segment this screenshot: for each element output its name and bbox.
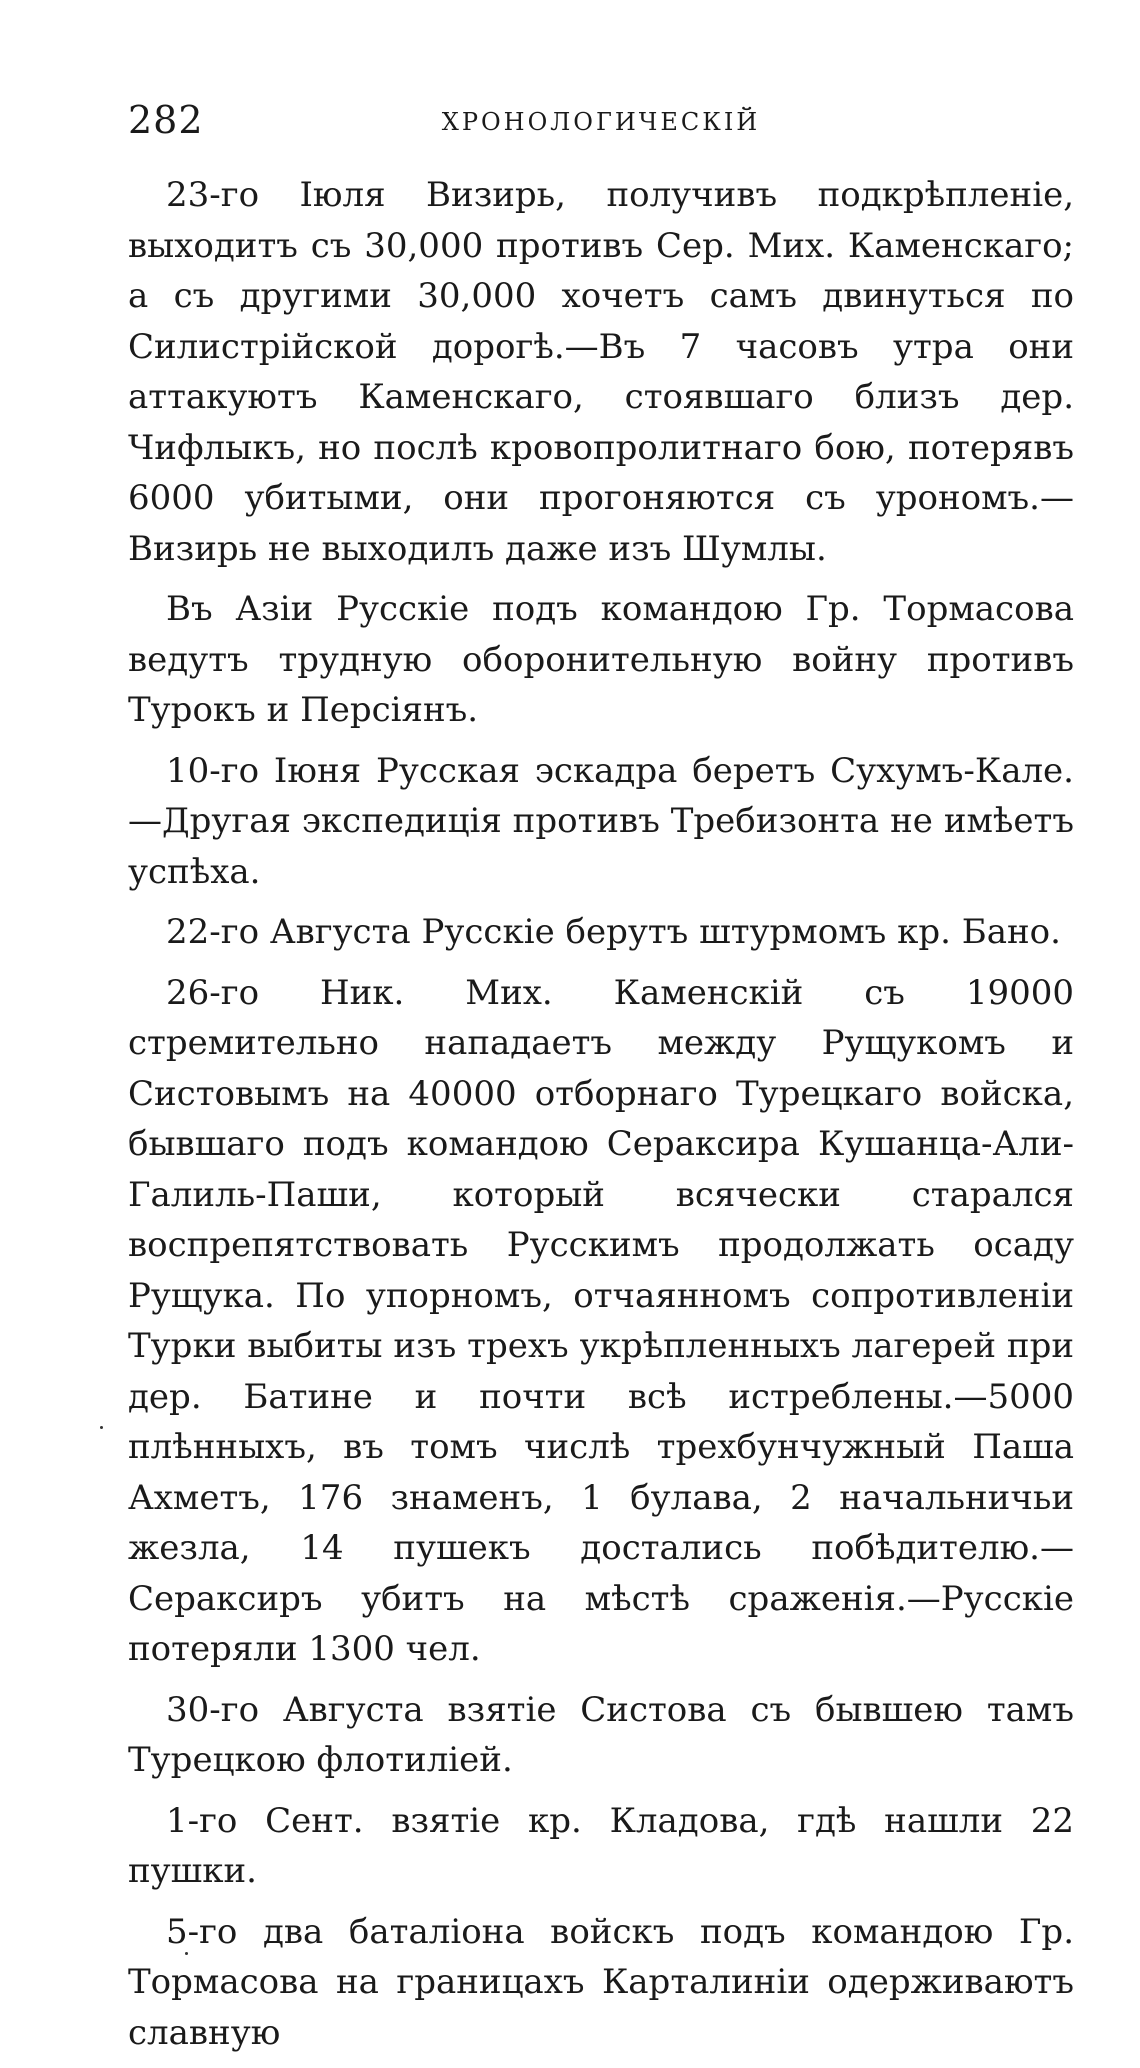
page-header bbox=[128, 98, 1074, 148]
paragraph-tormasov-kartalinia: 5-го два баталіона войскъ подъ командою Гр. Тормасова на границахъ Карталиніи одерживаютъ славную bbox=[128, 1911, 1074, 2053]
body-text bbox=[128, 170, 1074, 2068]
ink-speck bbox=[185, 1952, 188, 1955]
paragraph-bano: 22-го Августа Русскіе берутъ штурмомъ кр. Бано. bbox=[166, 912, 1061, 952]
paragraph-vizier-attack: 23-го Іюля Визирь, получивъ подкрѣпленіе, выходитъ съ 30,000 противъ Сер. Мих. Каменскаго; а съ другими 30,000 хочетъ самъ двинуться по Силистрійской дорогѣ.—Въ 7 часовъ утра они аттакуютъ Каменскаго, стоявшаго близъ дер. Чифлыкъ, но послѣ кровопролитнаго бою, потерявъ 6000 убитыми, они прогоняются съ урономъ.—Визирь не выходилъ даже изъ Шумлы. bbox=[128, 175, 1074, 569]
running-head: ХРОНОЛОГИЧЕСКІЙ bbox=[441, 108, 761, 136]
paragraph-kladova: 1-го Сент. взятіе кр. Кладова, гдѣ нашли 22 пушки. bbox=[128, 1800, 1074, 1891]
ink-speck bbox=[100, 1426, 103, 1429]
paragraph-asia-war: Въ Азіи Русскіе подъ командою Гр. Тормасова ведутъ трудную оборонительную войну противъ Турокъ и Персіянъ. bbox=[128, 589, 1074, 730]
page-number: 282 bbox=[128, 98, 204, 142]
paragraph-sukhum-kale: 10-го Іюня Русская эскадра беретъ Сухумъ-Кале.—Другая экспедиція противъ Требизонта не имѣетъ успѣха. bbox=[128, 750, 1074, 892]
paragraph-sistova: 30-го Августа взятіе Систова съ бывшею тамъ Турецкою флотиліей. bbox=[128, 1689, 1074, 1780]
paragraph-batine-battle: 26-го Ник. Мих. Каменскій съ 19000 стремительно нападаетъ между Рущукомъ и Систовымъ на 40000 отборнаго Турецкаго войска, бывшаго подъ командою Сераксира Кушанца-Али-Галиль-Паши, который всячески старался воспрепятствовать Русскимъ продолжать осаду Рущука. По упорномъ, отчаянномъ сопротивленіи Турки выбиты изъ трехъ укрѣпленныхъ лагерей при дер. Батине и почти всѣ истреблены.—5000 плѣнныхъ, въ томъ числѣ трехбунчужный Паша Ахметъ, 176 знаменъ, 1 булава, 2 начальничьи жезла, 14 пушекъ достались побѣдителю.—Сераксиръ убитъ на мѣстѣ сраженія.—Русскіе потеряли 1300 чел. bbox=[128, 972, 1074, 1669]
